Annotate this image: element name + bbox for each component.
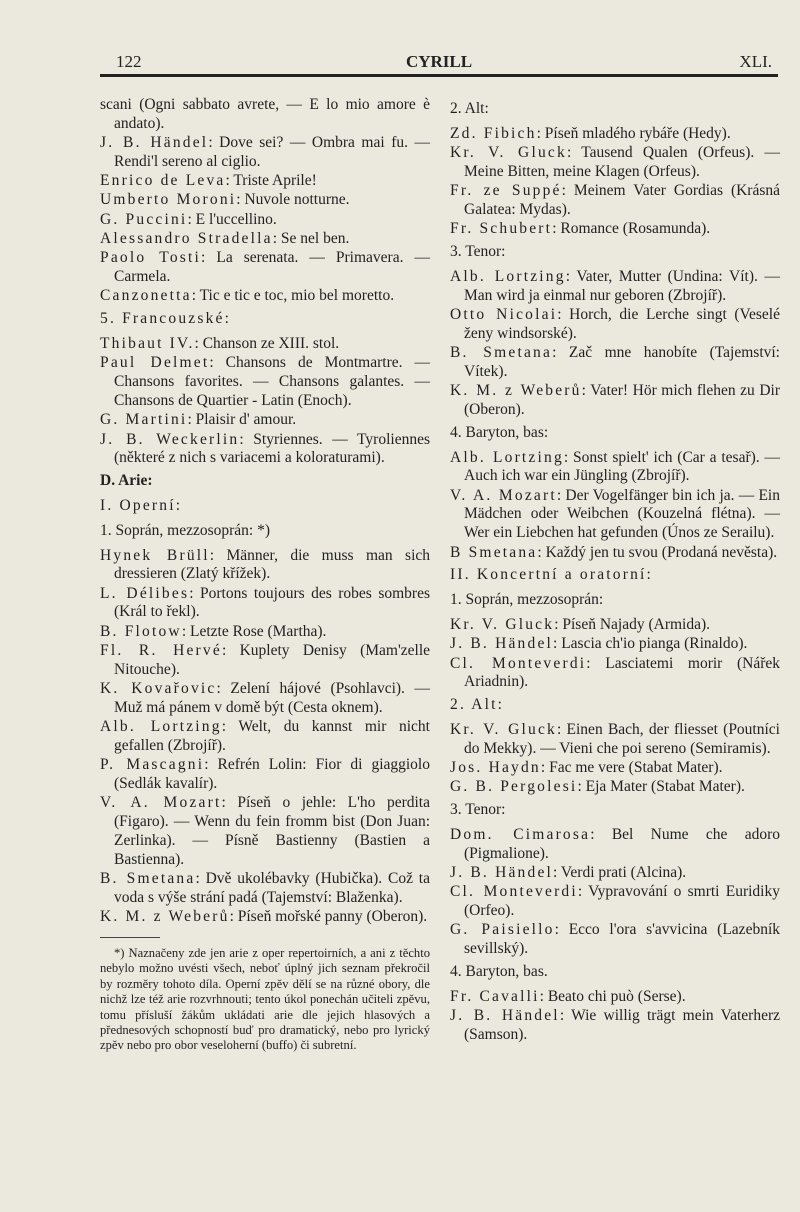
repertoire-entry (100, 680, 430, 718)
entry-text: : Lascia ch'io pianga (Rinaldo). (553, 635, 748, 653)
repertoire-entry (450, 544, 780, 563)
entry-text: : Männer, die muss man sich dressieren (Zlatý křížek). (114, 546, 431, 583)
entry-text: : Ecco l'ora s'avvicina (Lazebník sevillský). (464, 921, 781, 958)
entry-text: : Dove sei? — Ombra mai fu. — Rendi'l sereno al ciglio. (114, 134, 430, 170)
repertoire-entry (450, 182, 780, 220)
repertoire-entry (450, 125, 780, 144)
entry-text: : Refrén Lolin: Fior di giaggiolo (Sedlák kavalír). (114, 756, 430, 793)
composer-name: J. B. Händel (450, 1007, 560, 1025)
entry-text: : Wie willig trägt mein Vaterherz (Samson). (464, 1007, 780, 1043)
repertoire-entry (100, 191, 430, 210)
right-entries (450, 100, 780, 1045)
repertoire-entry (450, 382, 780, 420)
composer-name: Otto Nicolai (450, 305, 558, 323)
composer-name: K. M. z Weberů (450, 382, 582, 400)
composer-name: J. B. Händel (450, 635, 554, 653)
composer-name: Fr. Cavalli (450, 987, 540, 1005)
repertoire-entry (450, 344, 780, 382)
entry-text: : Romance (Rosamunda). (552, 220, 711, 238)
entry-text: : Tic e tic e toc, mio bel moretto. (191, 287, 395, 305)
entry-text: : Einen Bach, der fliesset (Poutníci do Mekky). — Vieni che poi sereno (Semiramis). (464, 720, 780, 757)
entry-text: : Plaisir d' amour. (187, 411, 297, 429)
repertoire-entry (100, 431, 430, 469)
repertoire-entry (450, 268, 780, 306)
section-heading: 4. Baryton, bas: (450, 423, 549, 441)
repertoire-entry (450, 921, 780, 959)
composer-name: G. Puccini (100, 210, 188, 228)
repertoire-entry (450, 655, 780, 693)
composer-name: G. B. Pergolesi (450, 778, 578, 796)
composer-name: B Smetana (450, 543, 538, 561)
entry-text: : Styriennes. — Tyroliennes (některé z nich s variacemi a koloraturami). (114, 430, 430, 467)
repertoire-entry (100, 642, 430, 680)
composer-name: Fl. R. Hervé (100, 642, 222, 660)
repertoire-entry (100, 870, 430, 908)
composer-name: Canzonetta (100, 287, 192, 305)
entry-text: : Lasciatemi morir (Nářek Ariadnin). (464, 654, 781, 691)
repertoire-entry (100, 172, 430, 191)
section-heading: II. Koncertní a oratorní: (450, 566, 654, 584)
repertoire-entry (100, 585, 430, 623)
repertoire-entry (450, 220, 780, 239)
repertoire-entry (450, 778, 780, 797)
entry-text: : Triste Aprile! (225, 172, 317, 190)
entry-text: : Portons toujours des robes sombres (Král to řekl). (114, 584, 430, 621)
composer-name: Enrico de Leva (100, 172, 226, 190)
composer-name: Fr. ze Suppé (450, 182, 562, 200)
section-heading: 4. Baryton, bas. (450, 962, 548, 980)
composer-name: P. Mascagni (100, 756, 205, 774)
entry-text: : Vater! Hör mich flehen zu Dir (Oberon). (464, 382, 780, 418)
composer-name: V. A. Mozart (450, 486, 557, 504)
composer-name: J. B. Händel (100, 134, 209, 152)
composer-name: K. Kovařovic (100, 680, 217, 698)
repertoire-entry (450, 487, 780, 543)
composer-name: Jos. Haydn (450, 759, 541, 776)
composer-name: Dom. Cimarosa (450, 825, 591, 843)
repertoire-entry (450, 616, 780, 635)
repertoire-entry (100, 287, 430, 306)
composer-name: Kr. V. Gluck (450, 144, 567, 162)
entry-text: scani (Ogni sabbato avrete, — E lo mio amore è andato). (100, 96, 430, 132)
entry-text: : Tausend Qualen (Orfeus). — Meine Bitten, meine Klagen (Orfeus). (464, 144, 780, 180)
entry-text: : Zelení hájové (Psohlavci). — Muž má pánem v domě být (Cesta oknem). (114, 680, 431, 716)
running-header (100, 52, 778, 74)
composer-name: Umberto Moroni (100, 191, 237, 209)
entry-text: : Chanson ze XIII. stol. (194, 335, 340, 353)
entry-text: : Eja Mater (Stabat Mater). (577, 778, 745, 796)
repertoire-entry (100, 354, 430, 410)
entry-text: : Se nel ben. (272, 230, 350, 248)
entry-text: : Vypravování o smrti Euridiky (Orfeo). (464, 883, 780, 920)
composer-name: Paul Delmet (100, 354, 210, 372)
entry-text: : Kuplety Denisy (Mam'zelle Nitouche). (114, 642, 430, 678)
entry-text: : Fac me vere (Stabat Mater). (540, 759, 723, 776)
left-entries (100, 96, 430, 927)
continued-entry (100, 96, 430, 134)
repertoire-entry (450, 449, 780, 487)
repertoire-entry (450, 635, 780, 654)
repertoire-entry (450, 883, 780, 921)
composer-name: B. Flotow (100, 622, 182, 640)
section-heading: 3. Tenor: (450, 801, 506, 819)
section-heading: 5. Francouzské: (100, 310, 232, 328)
composer-name: Cl. Monteverdi (450, 654, 587, 672)
repertoire-entry (100, 249, 430, 287)
composer-name: Thibaut IV. (100, 335, 195, 353)
repertoire-entry (450, 988, 780, 1007)
composer-name: V. A. Mozart (100, 794, 222, 812)
entry-text: : Nuvole notturne. (236, 191, 350, 209)
composer-name: Zd. Fibich (450, 124, 537, 142)
entry-text: : Der Vogelfänger bin ich ja. — Ein Mädchen oder Weibchen (Kouzelná flétna). — Wer ein Liebchen hat gefunden (Únos ze Serailu). (464, 486, 780, 542)
repertoire-entry (450, 864, 780, 883)
footnote: *) Naznačeny zde jen arie z oper repertoirních, a ani z těchto nebylo možno uvésti všech, neboť úplný jich seznam překročil by rozměry tohoto díla. Operní zpěv dělí se na různé obory, dle nichž lze též arie rozvrhnouti; tento úkol ponechán učiteli zpěvu, tomu přísluší žákům ukládati arie dle jejich hlasových a přednesových schopností buď pro dramatický, nebo pro lyrický zpěv nebo pro obor veseloherní (buffo) či subretní. (100, 945, 430, 1053)
volume-number: XLI. (739, 52, 772, 71)
composer-name: Alb. Lortzing (100, 718, 222, 736)
repertoire-entry (450, 306, 780, 344)
repertoire-entry (100, 335, 430, 354)
repertoire-entry (100, 794, 430, 869)
repertoire-entry (100, 908, 430, 927)
section-heading: D. Arie: (100, 472, 153, 490)
repertoire-entry (450, 826, 780, 864)
repertoire-entry (450, 1007, 780, 1045)
section-heading: 3. Tenor: (450, 243, 506, 261)
left-column (100, 96, 430, 1054)
composer-name: Kr. V. Gluck (450, 720, 557, 738)
entry-text: : Verdi prati (Alcina). (553, 863, 687, 881)
repertoire-entry (100, 756, 430, 794)
entry-text: : Píseň o jehle: L'ho perdita (Figaro). — Wenn du fein fromm bist (Don Juan: Zerlinka). — Písně Bastienny (Bastien a Bastienna). (114, 794, 430, 868)
composer-name: Paolo Tosti (100, 249, 202, 267)
repertoire-entry (100, 623, 430, 642)
entry-text: : Letzte Rose (Martha). (181, 622, 327, 640)
entry-text: : Píseň mořské panny (Oberon). (229, 908, 428, 926)
composer-name: G. Martini (100, 411, 188, 429)
composer-name: G. Paisiello (450, 921, 555, 939)
entry-text: : Každý jen tu svou (Prodaná nevěsta). (537, 543, 778, 561)
entry-text: : Vater, Mutter (Undina: Vít). — Man wird ja einmal nur geboren (Zbrojíř). (464, 267, 780, 304)
page-number: 122 (116, 52, 142, 71)
composer-name: Alb. Lortzing (450, 267, 566, 285)
composer-name: K. M. z Weberů (100, 908, 230, 926)
entry-text: : Chansons de Montmartre. — Chansons favorites. — Chansons galantes. — Chansons de Quartier - Latin (Enoch). (114, 354, 430, 409)
entry-text: : La serenata. — Primavera. — Carmela. (114, 249, 430, 286)
section-heading: 2. Alt: (450, 100, 489, 117)
entry-text: : Bel Nume che adoro (Pigmalione). (464, 825, 780, 862)
composer-name: Cl. Monteverdi (450, 883, 578, 901)
composer-name: Hynek Brüll (100, 546, 210, 564)
entry-text: : Beato chi può (Serse). (539, 987, 686, 1005)
repertoire-entry (450, 144, 780, 182)
repertoire-entry (100, 230, 430, 249)
entry-text: : E l'uccellino. (187, 210, 277, 228)
composer-name: L. Délibes (100, 584, 190, 602)
entry-text: : Horch, die Lerche singt (Veselé ženy windsorské). (464, 305, 780, 342)
composer-name: J. B. Weckerlin (100, 430, 240, 448)
entry-text: : Dvě ukolébavky (Hubička). Což ta voda s výše strání padá (Tajemství: Blaženka). (114, 870, 430, 906)
repertoire-entry (100, 211, 430, 230)
section-heading: 1. Soprán, mezzosoprán: *) (100, 521, 271, 539)
entry-text: : Zač mne hanobíte (Tajemství: Vítek). (464, 344, 780, 380)
composer-name: Alb. Lortzing (450, 448, 564, 466)
repertoire-entry (100, 134, 430, 172)
footnote-divider (100, 937, 160, 938)
composer-name: B. Smetana (100, 870, 196, 888)
journal-title: CYRILL (405, 52, 473, 71)
repertoire-entry (100, 718, 430, 756)
entry-text: : Welt, du kannst mir nicht gefallen (Zbrojíř). (114, 718, 430, 754)
entry-text: : Píseň mladého rybáře (Hedy). (536, 124, 731, 142)
composer-name: B. Smetana (450, 344, 553, 362)
composer-name: Kr. V. Gluck (450, 615, 555, 633)
entry-text: : Sonst spielt' ich (Car a tesař). — Auch ich war ein Jüngling (Zbrojíř). (464, 448, 780, 485)
entry-text: : Píseň Najady (Armida). (554, 615, 711, 633)
right-column (450, 96, 780, 1045)
composer-name: Alessandro Stradella (100, 230, 273, 248)
composer-name: Fr. Schubert (450, 220, 553, 238)
header-rule (100, 74, 778, 77)
section-heading: 2. Alt: (450, 696, 505, 714)
composer-name: J. B. Händel (450, 863, 554, 881)
section-heading: 1. Soprán, mezzosoprán: (450, 591, 604, 609)
repertoire-entry (450, 721, 780, 759)
repertoire-entry (450, 759, 780, 778)
repertoire-entry (100, 547, 430, 585)
repertoire-entry (100, 411, 430, 430)
entry-text: : Meinem Vater Gordias (Krásná Galatea: Mydas). (464, 182, 780, 218)
section-heading: I. Operní: (100, 496, 183, 514)
